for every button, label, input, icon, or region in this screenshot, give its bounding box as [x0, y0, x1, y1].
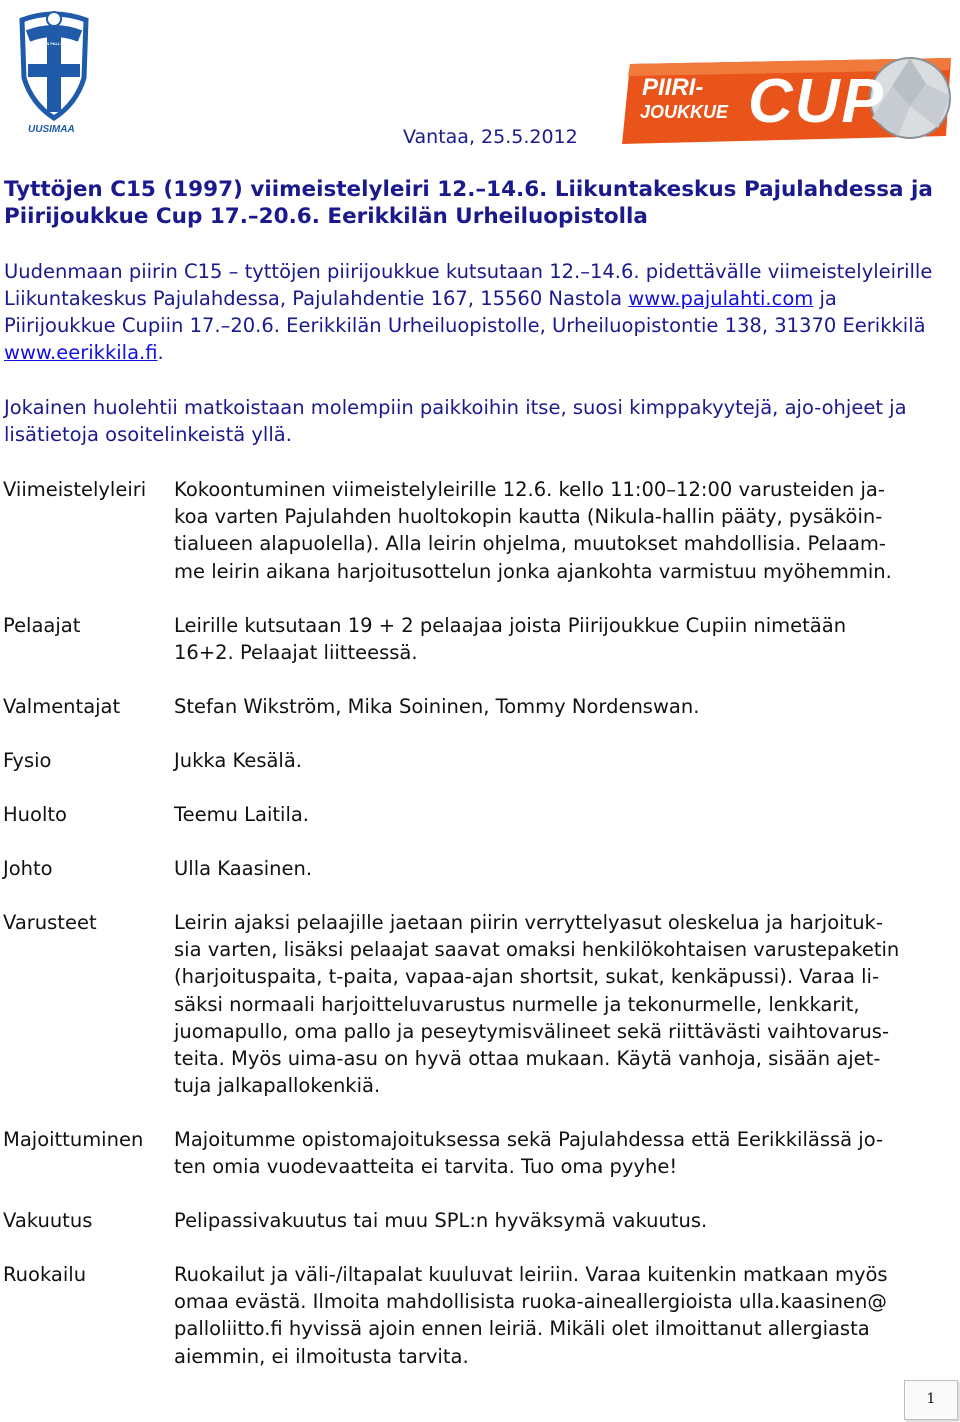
section-label: Huolto [3, 803, 67, 826]
logo-caption: UUSIMAA [28, 124, 75, 135]
section-label: Johto [3, 857, 53, 880]
intro-text-3: . [157, 341, 164, 364]
section-text [174, 693, 904, 720]
text-line: sia varten, lisäksi pelaajat saavat omaksi henkilökohtaisen varustepaketin [174, 938, 900, 962]
text-line: Stefan Wikström, Mika Soininen, Tommy Nordenswan. [174, 695, 700, 718]
section-label: Pelaajat [3, 614, 81, 637]
text-line: Majoitumme opistomajoituksessa sekä Pajulahdessa että Eerikkilässä jo- [174, 1128, 884, 1151]
text-line: Ruokailut ja väli-/iltapalat kuuluvat leiriin. Varaa kuitenkin matkaan myös [174, 1263, 888, 1286]
title-line-2: Piirijoukkue Cup 17.–20.6. Eerikkilän Urheiluopistolla [4, 204, 648, 229]
text-line: Kokoontuminen viimeistelyleirille 12.6. kello 11:00–12:00 varusteiden ja- [174, 478, 885, 501]
text-line: Leirille kutsutaan 19 + 2 pelaajaa joista Piirijoukkue Cupiin nimetään [174, 614, 847, 637]
text-line: Teemu Laitila. [174, 803, 310, 826]
cup-logo-piiri: PIIRI- [642, 74, 704, 101]
document-date: Vantaa, 25.5.2012 [403, 126, 578, 148]
text-line: tialueen alapuolella). Alla leirin ohjelma, muutokset mahdollisia. Pelaam- [174, 532, 886, 556]
section-text [174, 1261, 904, 1370]
text-line: ten omia vuodevaatteita ei tarvita. Tuo oma pyyhe! [174, 1155, 678, 1179]
text-line: teita. Myös uima-asu on hyvä ottaa mukaan. Käytä vanhoja, sisään ajet- [174, 1047, 881, 1071]
section-text [174, 612, 904, 666]
text-line: me leirin aikana harjoitusottelun jonka ajankohta varmistuu myöhemmin. [174, 559, 892, 583]
logo-ring-text: SUOMEN PALLOLIITTO [31, 41, 77, 46]
intro-paragraph [4, 258, 944, 366]
text-line: (harjoituspaita, t-paita, vapaa-ajan shortsit, sukat, kenkäpussi). Varaa li- [174, 965, 879, 989]
shield-icon [16, 8, 92, 138]
piirijoukkue-cup-logo [616, 56, 956, 148]
travel-note: Jokainen huolehtii matkoistaan molempiin paikkoihin itse, suosi kimppakyytejä, ajo-ohjeet ja lisätietoja osoitelinkeistä yllä. [4, 396, 907, 446]
eerikkila-link[interactable]: www.eerikkila.fi [4, 341, 158, 364]
section-text [174, 909, 904, 1099]
document-title [4, 176, 934, 230]
text-line: säksi normaali harjoitteluvarustus nurmelle ja tekonurmelle, lenkkarit, [174, 992, 860, 1016]
section-label: Ruokailu [3, 1263, 87, 1286]
text-line: Ulla Kaasinen. [174, 857, 313, 880]
intro-text-1: Uudenmaan piirin C15 – tyttöjen piirijoukkue kutsutaan 12.–14.6. pidettävälle viimeistelyleirille Liikuntakeskus Pajulahdessa, Pajulahdentie 167, 15560 Nastola [4, 260, 933, 310]
section-label: Vakuutus [3, 1209, 93, 1232]
text-line: tuja jalkapallokenkiä. [174, 1074, 381, 1098]
section-text [174, 476, 904, 585]
text-line: Leirin ajaksi pelaajille jaetaan piirin verryttelyasut oleskelua ja harjoituk- [174, 911, 883, 934]
section-text [174, 747, 904, 774]
cup-logo-joukkue: JOUKKUE [640, 102, 729, 122]
page-number: 1 [904, 1380, 958, 1420]
section-text [174, 1207, 904, 1234]
section-label: Viimeistelyleiri [3, 478, 147, 501]
title-line-1: Tyttöjen C15 (1997) viimeistelyleiri 12.–14.6. Liikuntakeskus Pajulahdessa ja [4, 177, 933, 202]
cup-logo-cup: CUP [748, 67, 885, 136]
section-label: Fysio [3, 749, 52, 772]
section-label: Valmentajat [3, 695, 121, 718]
text-line: palloliitto.fi hyvissä ajoin ennen leiriä. Mikäli olet ilmoittanut allergiasta [174, 1317, 870, 1341]
section-label: Varusteet [3, 911, 97, 934]
section-text [174, 801, 904, 828]
text-line: koa varten Pajulahden huoltokopin kautta (Nikula-hallin pääty, pysäköin- [174, 505, 883, 529]
text-line: Jukka Kesälä. [174, 749, 302, 772]
text-line: aiemmin, ei ilmoitusta tarvita. [174, 1344, 469, 1368]
pajulahti-link[interactable]: www.pajulahti.com [628, 287, 814, 310]
palloliitto-uusimaa-logo [16, 8, 92, 138]
intro-text-2: ja Piirijoukkue Cupiin 17.–20.6. Eerikkilän Urheiluopistolle, Urheiluopistontie 138, 31370 Eerikkilä [4, 287, 926, 337]
section-text [174, 1126, 904, 1180]
text-line: juomapullo, oma pallo ja peseytymisvälineet sekä riittävästi vaihtovarus- [174, 1019, 889, 1043]
section-label: Majoittuminen [3, 1128, 144, 1151]
text-line: omaa evästä. Ilmoita mahdollisista ruoka-aineallergioista ulla.kaasinen@ [174, 1290, 887, 1314]
text-line: 16+2. Pelaajat liitteessä. [174, 641, 418, 665]
section-text [174, 855, 904, 882]
text-line: Pelipassivakuutus tai muu SPL:n hyväksymä vakuutus. [174, 1209, 708, 1232]
